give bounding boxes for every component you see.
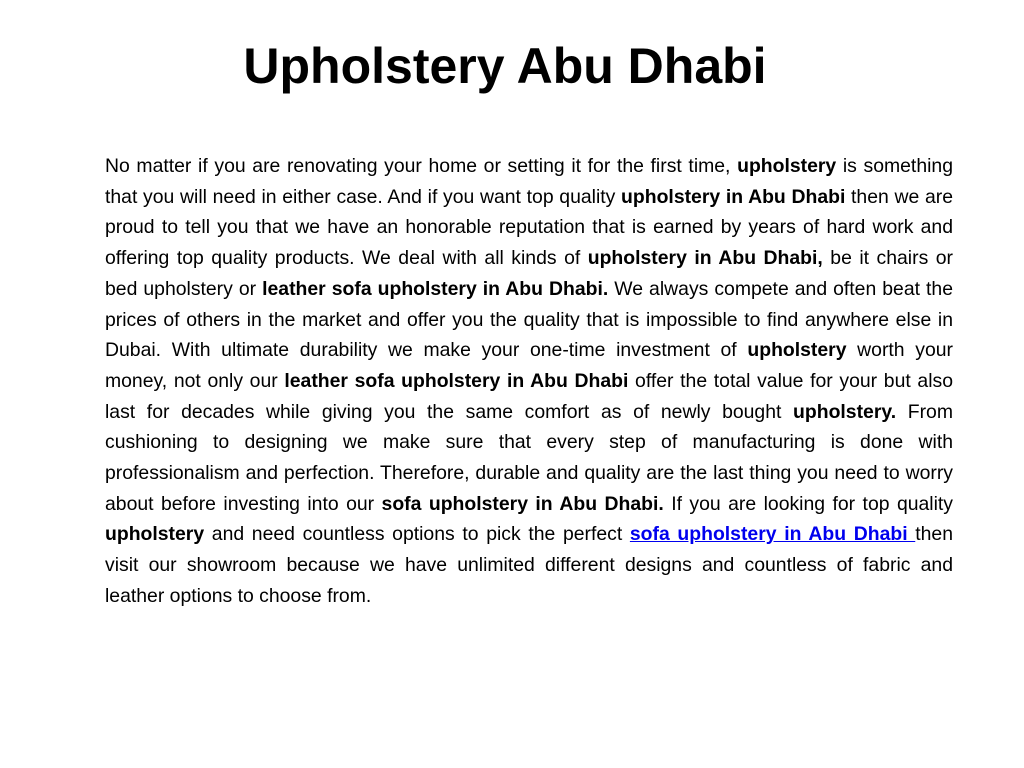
paragraph-text: and need countless options to pick the perfect [204,523,630,546]
keyword-upholstery: upholstery [105,523,205,546]
paragraph-text: We always compete and often beat the prices of others in the market and offer you the quality that is impossible to find anywhere else in Dubai. With ultimate durability we make your one-time investment of [105,277,953,362]
paragraph-text: then we are proud to tell you that we have an honorable reputation that is earned by years of hard work and offering top quality products. We deal with all kinds of [105,185,953,270]
keyword-leather-sofa-upholstery: leather sofa upholstery in Abu Dhabi [284,369,629,392]
paragraph-text: then visit our showroom because we have unlimited different designs and countless of fabric and leather options to choose from. [105,523,953,607]
paragraph-text: If you are looking for top quality [663,492,954,515]
paragraph-text: offer the total value for your but also last for decades while giving you the same comfort as of newly bought [105,369,954,423]
paragraph-text: be it chairs or bed upholstery or [105,247,953,300]
keyword-upholstery-in-abu-dhabi: upholstery in Abu Dhabi, [587,247,823,270]
keyword-leather-sofa-upholstery: leather sofa upholstery in Abu Dhabi. [262,277,609,300]
keyword-upholstery: upholstery [747,339,847,362]
keyword-upholstery: upholstery. [793,400,897,423]
body-paragraph [105,151,953,612]
keyword-sofa-upholstery: sofa upholstery in Abu Dhabi. [381,492,664,515]
paragraph-text: From cushioning to designing we make sure that every step of manufacturing is done with professionalism and perfection. Therefore, durable and quality are the last thing you need to worry about before investing into our [105,400,953,515]
keyword-upholstery: upholstery [737,155,837,177]
sofa-upholstery-link[interactable]: sofa upholstery in Abu Dhabi [629,523,916,546]
paragraph-text: worth your money, not only our [105,339,953,392]
paragraph-text: is something that you will need in either case. And if you want top quality [105,155,953,208]
slide-title: Upholstery Abu Dhabi [243,38,767,94]
paragraph-text: No matter if you are renovating your home or setting it for the first time, [105,155,738,177]
keyword-upholstery-in-abu-dhabi: upholstery in Abu Dhabi [621,185,846,208]
